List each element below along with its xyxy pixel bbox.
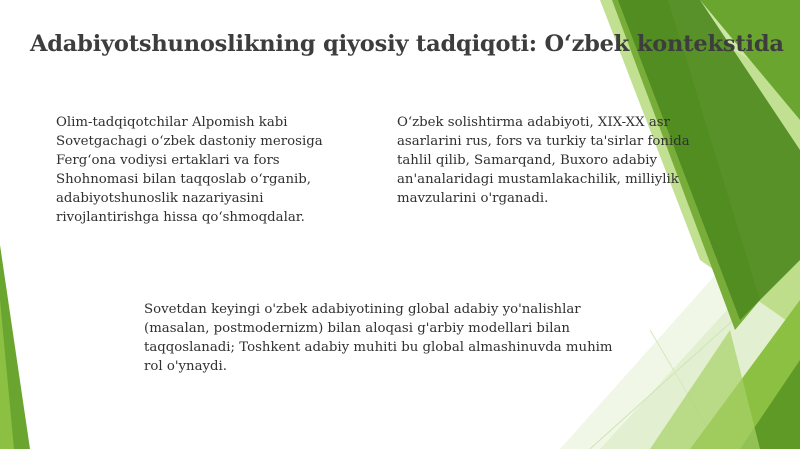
paragraph-alpomish: Olim-tadqiqotchilar Alpomish kabi Sovetgachagi o‘zbek dastoniy merosiga Ferg‘ona vodiysi ertaklari va fors Shohnomasi bilan taqqoslab o‘rganib, adabiyotshunoslik nazariyasini rivojlantirishga hissa qo‘shmoqdalar. [56, 115, 323, 225]
paragraph-post-soviet: Sovetdan keyingi o'zbek adabiyotining global adabiy yo'nalishlar (masalan, postmodernizm) bilan aloqasi g'arbiy modellari bilan taqqoslanadi; Toshkent adabiy muhiti bu global almashinuvda muhim rol o'ynaydi. [144, 302, 613, 374]
slide-title: Adabiyotshunoslikning qiyosiy tadqiqoti: O‘zbek kontekstida [30, 31, 784, 57]
paragraph-comparative-literature: O‘zbek solishtirma adabiyoti, XIX-XX asr asarlarini rus, fors va turkiy ta'sirlar fonida tahlil qilib, Samarqand, Buxoro adabiy an'analaridagi mustamlakachilik, milliylik mavzularini o'rganadi. [397, 115, 690, 206]
